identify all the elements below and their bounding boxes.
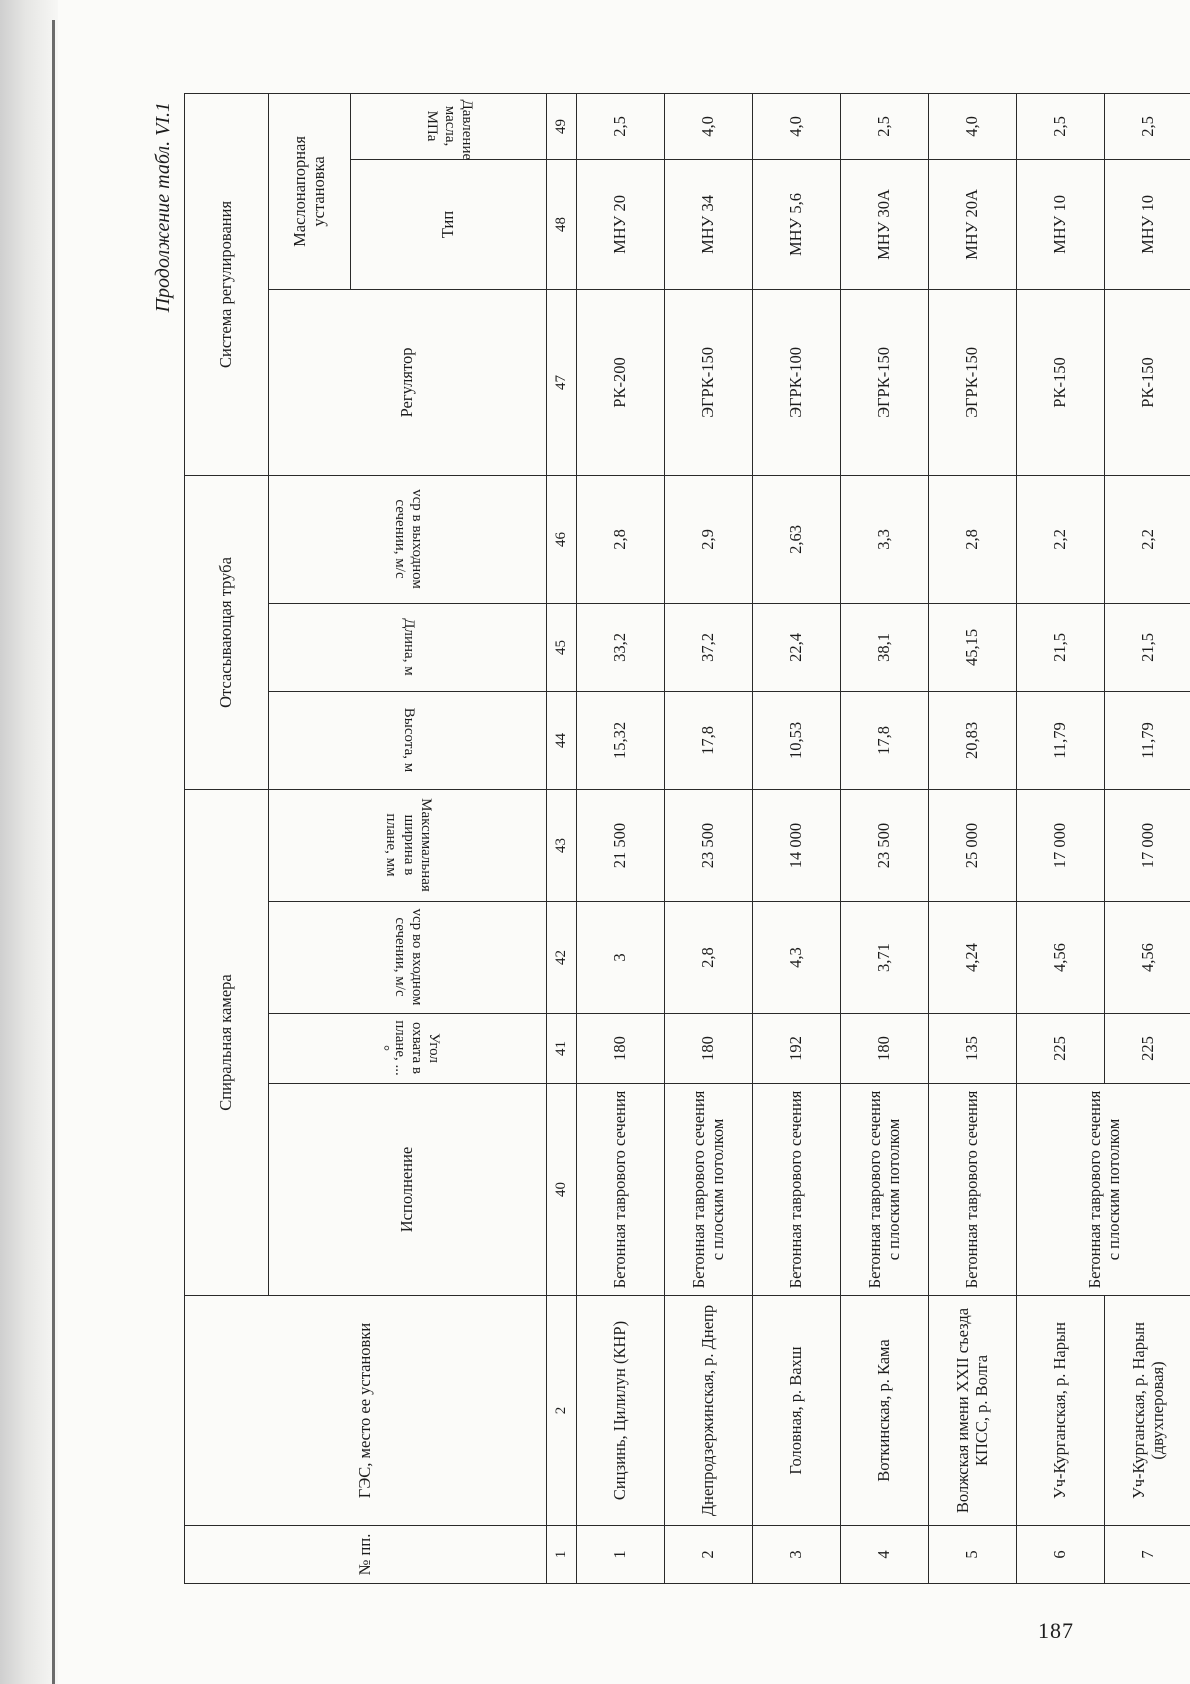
cell-no: 7 [1105, 1526, 1190, 1584]
cell-no: 1 [577, 1526, 665, 1584]
column-number: 49 [547, 93, 577, 159]
table-row [753, 93, 841, 1583]
cell-regulator: ЭГРК-150 [841, 289, 929, 475]
cell-inlet-velocity: 3,71 [841, 902, 929, 1014]
cell-length: 37,2 [665, 603, 753, 691]
cell-variant: Бетонная таврового сечения с плоским потолком [665, 1084, 753, 1296]
header-regulation-system: Система регулирования [185, 93, 269, 475]
cell-height: 11,79 [1017, 691, 1105, 789]
cell-max-width: 17 000 [1017, 789, 1105, 901]
cell-angle: 225 [1105, 1014, 1190, 1084]
cell-outlet-velocity: 2,9 [665, 475, 753, 603]
cell-max-width: 25 000 [929, 789, 1017, 901]
cell-type: МНУ 30А [841, 159, 929, 289]
cell-pressure: 2,5 [1017, 93, 1105, 159]
header-no: № пп. [185, 1526, 547, 1584]
cell-inlet-velocity: 3 [577, 902, 665, 1014]
cell-angle: 135 [929, 1014, 1017, 1084]
cell-no: 4 [841, 1526, 929, 1584]
cell-height: 10,53 [753, 691, 841, 789]
page-number: 187 [1038, 1618, 1074, 1643]
cell-regulator: РК-200 [577, 289, 665, 475]
page-binding-shadow [0, 0, 58, 1684]
cell-length: 33,2 [577, 603, 665, 691]
cell-inlet-velocity: 4,24 [929, 902, 1017, 1014]
cell-pressure: 2,5 [1105, 93, 1190, 159]
cell-inlet-velocity: 4,56 [1105, 902, 1190, 1014]
cell-length: 21,5 [1017, 603, 1105, 691]
cell-variant: Бетонная таврового сечения [753, 1084, 841, 1296]
header-oil-pressure-unit: Маслонапорная установка [269, 93, 351, 289]
table-row [1105, 93, 1190, 1583]
cell-variant: Бетонная таврового сечения [577, 1084, 665, 1296]
cell-variant: Бетонная таврового сечения [929, 1084, 1017, 1296]
cell-type: МНУ 10 [1017, 159, 1105, 289]
cell-outlet-velocity: 2,63 [753, 475, 841, 603]
column-number: 43 [547, 789, 577, 901]
cell-inlet-velocity: 4,56 [1017, 902, 1105, 1014]
table-row [929, 93, 1017, 1583]
cell-pressure: 4,0 [929, 93, 1017, 159]
header-spiral-chamber: Спиральная камера [185, 789, 269, 1295]
cell-max-width: 23 500 [841, 789, 929, 901]
cell-pressure: 2,5 [577, 93, 665, 159]
column-number: 40 [547, 1084, 577, 1296]
cell-outlet-velocity: 2,2 [1105, 475, 1190, 603]
cell-regulator: ЭГРК-100 [753, 289, 841, 475]
cell-height: 20,83 [929, 691, 1017, 789]
table-row [1017, 93, 1105, 1583]
cell-ges: Головная, р. Вахш [753, 1296, 841, 1526]
cell-variant-shared: Бетонная таврового сечения с плоским потолком [1017, 1084, 1190, 1296]
page-binding-edge [52, 20, 55, 1684]
rotated-table-block [150, 94, 1167, 1584]
table-row [841, 93, 929, 1583]
cell-angle: 192 [753, 1014, 841, 1084]
cell-angle: 225 [1017, 1014, 1105, 1084]
cell-ges: Уч-Курганская, р. Нарын [1017, 1296, 1105, 1526]
cell-type: МНУ 34 [665, 159, 753, 289]
cell-type: МНУ 10 [1105, 159, 1190, 289]
cell-length: 21,5 [1105, 603, 1190, 691]
cell-height: 17,8 [665, 691, 753, 789]
cell-length: 38,1 [841, 603, 929, 691]
cell-length: 45,15 [929, 603, 1017, 691]
cell-angle: 180 [841, 1014, 929, 1084]
column-number: 48 [547, 159, 577, 289]
table-row [577, 93, 665, 1583]
header-outlet-velocity: vср в выходном сечении, м/с [269, 475, 547, 603]
header-oil-pressure: Давление масла, МПа [351, 93, 547, 159]
cell-height: 17,8 [841, 691, 929, 789]
column-number: 1 [547, 1526, 577, 1584]
header-regulator: Регулятор [269, 289, 547, 475]
header-variant: Исполнение [269, 1084, 547, 1296]
header-ges: ГЭС, место ее установки [185, 1296, 547, 1526]
cell-ges: Днепродзержинская, р. Днепр [665, 1296, 753, 1526]
cell-type: МНУ 20 [577, 159, 665, 289]
cell-inlet-velocity: 4,3 [753, 902, 841, 1014]
cell-outlet-velocity: 2,8 [929, 475, 1017, 603]
header-max-width: Максимальная ширина в плане, мм [269, 789, 547, 901]
column-number: 44 [547, 691, 577, 789]
cell-no: 6 [1017, 1526, 1105, 1584]
column-number: 42 [547, 902, 577, 1014]
cell-angle: 180 [577, 1014, 665, 1084]
cell-type: МНУ 5,6 [753, 159, 841, 289]
cell-variant: Бетонная таврового сечения с плоским потолком [841, 1084, 929, 1296]
cell-ges: Волжская имени XXII съезда КПСС, р. Волга [929, 1296, 1017, 1526]
cell-max-width: 14 000 [753, 789, 841, 901]
column-number-row [547, 93, 577, 1583]
header-type: Тип [351, 159, 547, 289]
cell-max-width: 17 000 [1105, 789, 1190, 901]
cell-length: 22,4 [753, 603, 841, 691]
cell-no: 3 [753, 1526, 841, 1584]
table-caption: Продолжение табл. VI.1 [152, 102, 174, 313]
cell-inlet-velocity: 2,8 [665, 902, 753, 1014]
cell-no: 2 [665, 1526, 753, 1584]
cell-angle: 180 [665, 1014, 753, 1084]
header-inlet-velocity: vср во входном сечении, м/с [269, 902, 547, 1014]
column-number: 46 [547, 475, 577, 603]
cell-outlet-velocity: 2,8 [577, 475, 665, 603]
cell-regulator: ЭГРК-150 [929, 289, 1017, 475]
cell-height: 15,32 [577, 691, 665, 789]
cell-type: МНУ 20А [929, 159, 1017, 289]
cell-max-width: 21 500 [577, 789, 665, 901]
header-height: Высота, м [269, 691, 547, 789]
header-length: Длина, м [269, 603, 547, 691]
cell-no: 5 [929, 1526, 1017, 1584]
column-number: 41 [547, 1014, 577, 1084]
cell-pressure: 2,5 [841, 93, 929, 159]
cell-pressure: 4,0 [753, 93, 841, 159]
header-draft-tube: Отсасывающая труба [185, 475, 269, 789]
cell-ges: Сицзинь, Цилилун (КНР) [577, 1296, 665, 1526]
cell-regulator: РК-150 [1105, 289, 1190, 475]
cell-outlet-velocity: 3,3 [841, 475, 929, 603]
header-angle: Угол охвата в плане, ...° [269, 1014, 547, 1084]
cell-max-width: 23 500 [665, 789, 753, 901]
cell-outlet-velocity: 2,2 [1017, 475, 1105, 603]
cell-ges: Уч-Курганская, р. Нарын (двухперовая) [1105, 1296, 1190, 1526]
turbine-data-table [184, 93, 1190, 1584]
cell-pressure: 4,0 [665, 93, 753, 159]
cell-regulator: ЭГРК-150 [665, 289, 753, 475]
column-number: 45 [547, 603, 577, 691]
cell-ges: Воткинская, р. Кама [841, 1296, 929, 1526]
cell-regulator: РК-150 [1017, 289, 1105, 475]
table-row [665, 93, 753, 1583]
column-number: 2 [547, 1296, 577, 1526]
column-number: 47 [547, 289, 577, 475]
cell-height: 11,79 [1105, 691, 1190, 789]
